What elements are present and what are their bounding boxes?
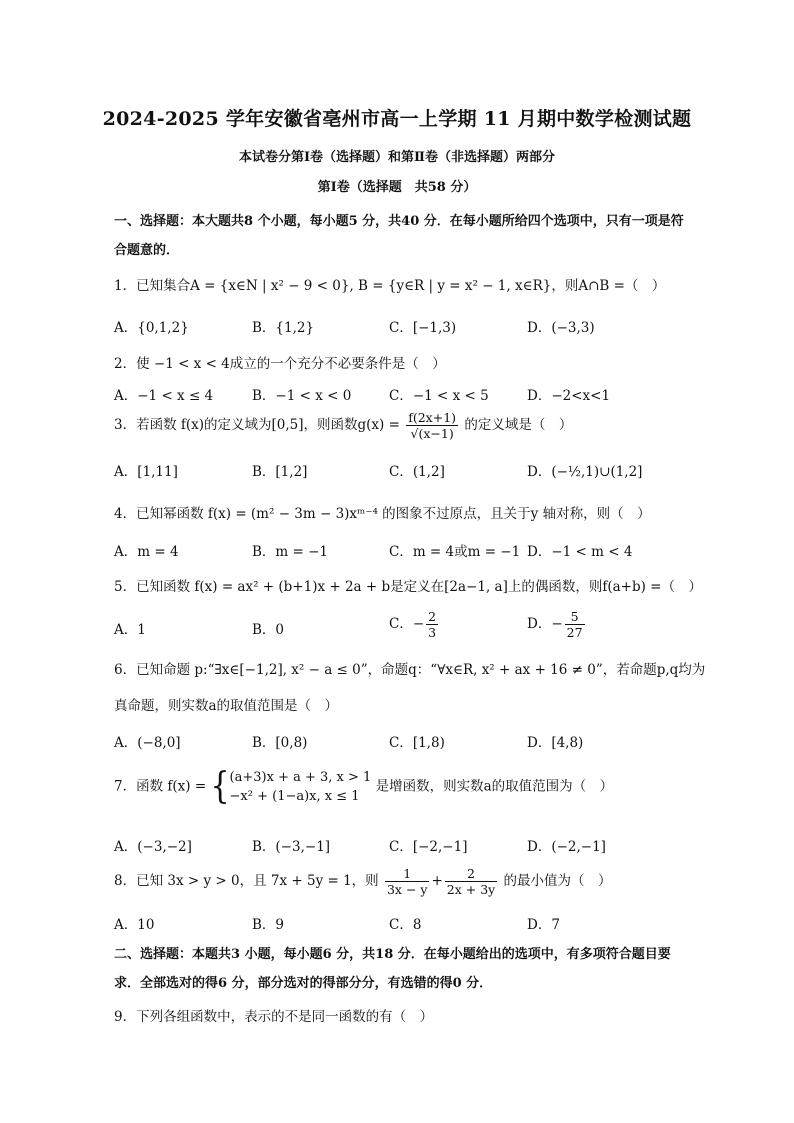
q7-stem-post: 是增函数，则实数a的取值范围为（ ）	[375, 778, 614, 795]
q3-stem-pre: 3．若函数 f(x)的定义域为[0,5]，则函数g(x) =	[114, 417, 400, 433]
q2-option-c: C．−1 < x < 5	[389, 388, 489, 404]
q5-option-c-label: C．−	[389, 616, 425, 632]
q3-option-a: A．[1,11]	[114, 464, 178, 480]
q2-option-d: D．−2<x<1	[527, 388, 611, 404]
q7-cases	[230, 768, 372, 806]
q3-fraction	[406, 410, 458, 441]
q3-fraction-denominator: √(x−1)	[410, 426, 454, 441]
q3-option-c: C．(1,2]	[389, 464, 445, 480]
question-8: 8．已知 3x > y > 0，且 7x + 5y = 1，则 $\frac{1}{3x - y}$ + $\frac{2}{2x + 3y}$ 的最小值为（ ）	[114, 866, 612, 897]
q3-stem-post: 的定义域是（ ）	[464, 417, 573, 433]
q6-option-b: B．[0,8)	[252, 735, 308, 751]
q5-c-numerator: 2	[428, 609, 437, 624]
q8-option-d: D．7	[527, 917, 560, 933]
q6-option-a: A．(−8,0]	[114, 735, 181, 751]
piecewise-brace: {	[210, 765, 230, 808]
q5-option-d	[527, 609, 587, 640]
question-5: 5．已知函数 f(x) = ax² + (b+1)x + 2a + b是定义在[2a−1, a]上的偶函数，则f(a+b) =（ ）	[114, 579, 702, 595]
q8-f2-denominator: 2x + 3y	[446, 882, 496, 897]
q7-option-c: C．[−2,−1]	[389, 839, 468, 855]
q5-c-denominator: 3	[428, 625, 437, 640]
q7-case-2: −x² + (1−a)x, x ≤ 1	[229, 789, 360, 804]
q5-option-c	[389, 609, 440, 640]
q8-option-a: A．10	[114, 917, 155, 933]
q8-f2-numerator: 2	[445, 866, 497, 882]
q3-option-d: D．(−½,1)∪(1,2]	[527, 464, 643, 480]
question-7	[114, 765, 694, 808]
subtitle: 本试卷分第Ⅰ卷（选择题）和第Ⅱ卷（非选择题）两部分	[238, 150, 556, 165]
q2-option-a: A．−1 < x ≤ 4	[114, 388, 214, 404]
q5-option-d-fraction	[565, 609, 585, 640]
q7-option-a: A．(−3,−2]	[114, 839, 192, 855]
q1-option-c: C．[−1,3)	[389, 320, 457, 336]
q7-option-b: B．(−3,−1]	[252, 839, 331, 855]
q5-option-a: A．1	[114, 622, 146, 638]
q8-stem-pre: 8．已知 3x > y > 0，且 7x + 5y = 1，则	[114, 873, 379, 889]
q1-option-d: D．(−3,3)	[527, 320, 595, 336]
q7-case-1: (a+3)x + a + 3, x > 1	[229, 770, 372, 785]
q8-stem-post: 的最小值为（ ）	[503, 873, 612, 889]
q8-fraction-2	[445, 866, 497, 897]
section-one-heading: 一、选择题：本大题共8 个小题，每小题5 分，共40 分．在每小题所给四个选项中，只有一项是符合题意的．	[114, 214, 684, 258]
question-9: 9．下列各组函数中，表示的不是同一函数的有（ ）	[114, 1009, 434, 1025]
q8-f1-numerator: 1	[385, 866, 430, 882]
question-1: 1．已知集合A = {x∈N | x² − 9 < 0}, B = {y∈R | y = x² − 1, x∈R}，则A∩B =（ ）	[114, 278, 666, 294]
question-4: 4．已知幂函数 f(x) = (m² − 3m − 3)xᵐ⁻⁴ 的图象不过原点，且关于y 轴对称，则（ ）	[114, 506, 651, 522]
q3-fraction-numerator: f(2x+1)	[408, 410, 457, 425]
q7-option-d: D．(−2,−1]	[527, 839, 606, 855]
page-title: 2024-2025 学年安徽省亳州市高一上学期 11 月期中数学检测试题	[102, 108, 692, 130]
q8-option-c: C．8	[389, 917, 422, 933]
q5-d-numerator: 5	[565, 609, 585, 625]
q4-option-a: A．m = 4	[114, 544, 179, 560]
q5-option-d-label: D．−	[527, 616, 563, 632]
q6-option-c: C．[1,8)	[389, 735, 445, 751]
q4-option-b: B．m = −1	[252, 544, 329, 560]
q7-stem-pre: 7．函数 f(x) =	[114, 778, 207, 795]
question-6-line-1: 6．已知命题 p:“∃x∈[−1,2], x² − a ≤ 0”，命题q：“∀x∈R, x² + ax + 16 ≠ 0”，若命题p,q均为	[114, 662, 706, 678]
q5-d-denominator: 27	[566, 625, 583, 640]
q5-option-b: B．0	[252, 622, 285, 638]
q8-fraction-1	[385, 866, 430, 897]
q5-option-c-fraction	[426, 609, 438, 640]
question-6-line-2: 真命题，则实数a的取值范围是（ ）	[114, 698, 339, 714]
q2-option-b: B．−1 < x < 0	[252, 388, 352, 404]
q4-option-c: C．m = 4或m = −1	[389, 544, 521, 560]
q8-f1-denominator: 3x − y	[386, 882, 428, 897]
q8-option-b: B．9	[252, 917, 285, 933]
question-2: 2．使 −1 < x < 4成立的一个充分不必要条件是（ ）	[114, 356, 446, 372]
part-heading: 第Ⅰ卷（选择题 共58 分）	[317, 180, 477, 195]
q1-option-b: B．{1,2}	[252, 320, 315, 336]
q4-option-d: D．−1 < m < 4	[527, 544, 633, 560]
question-3	[114, 410, 694, 441]
q1-option-a: A．{0,1,2}	[114, 320, 189, 336]
section-two-heading: 二、选择题：本题共3 小题，每小题6 分，共18 分．在每小题给出的选项中，有多项符合题目要求．全部选对的得6 分，部分选对的得部分分，有选错的得0 分．	[114, 947, 671, 991]
q3-option-b: B．[1,2]	[252, 464, 308, 480]
q6-option-d: D．[4,8)	[527, 735, 584, 751]
